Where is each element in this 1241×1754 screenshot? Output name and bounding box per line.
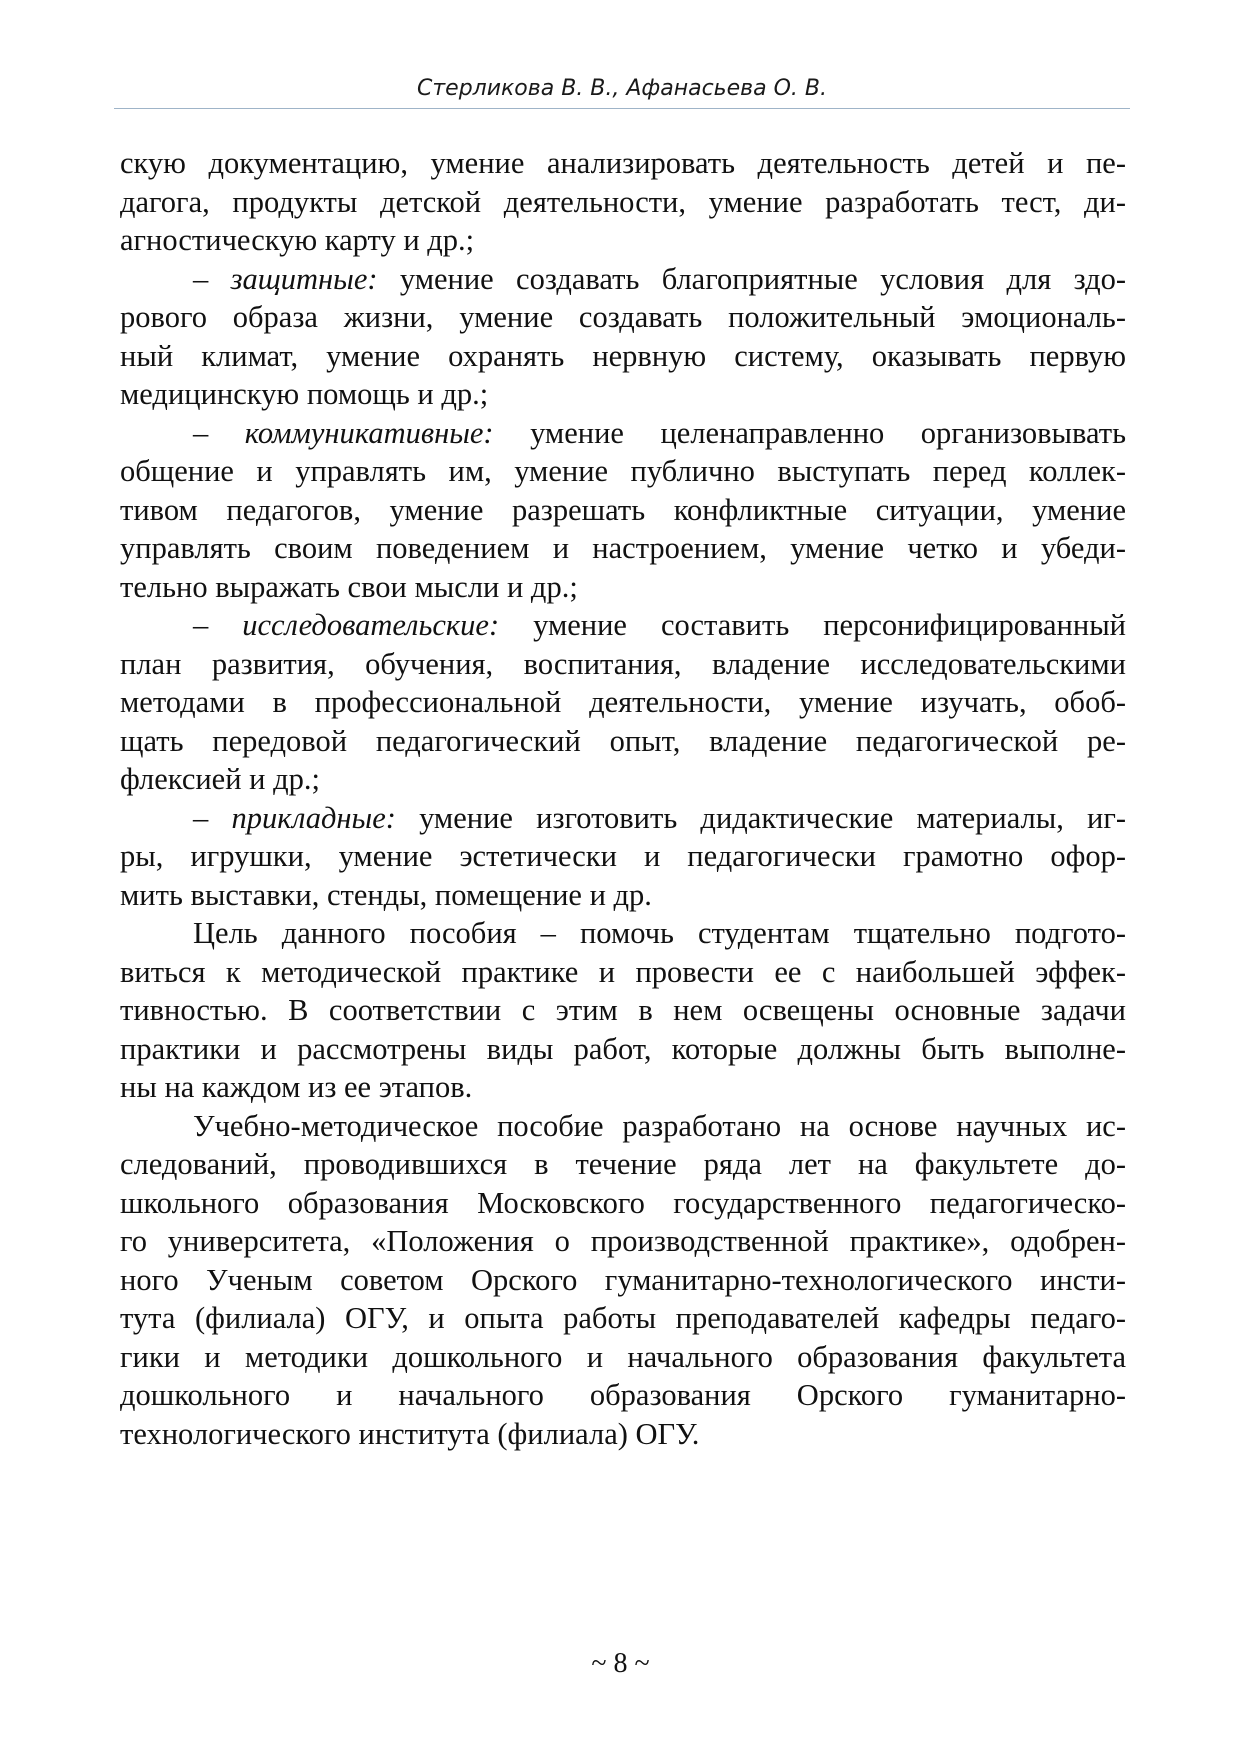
list-term: прикладные: bbox=[231, 800, 396, 835]
list-item-protective bbox=[120, 260, 1126, 299]
text-line: технологического института (филиала) ОГУ. bbox=[120, 1416, 700, 1451]
list-dash: – bbox=[193, 261, 231, 296]
list-term: защитные: bbox=[230, 261, 378, 296]
running-head: Стерликова В. В., Афанасьева О. В. bbox=[416, 76, 827, 101]
text-line: флексией и др.; bbox=[120, 762, 320, 796]
list-item-communicative bbox=[120, 414, 1126, 453]
text-line: общение и управлять им, умение публично выступать перед коллек- bbox=[120, 454, 1126, 488]
list-dash: – bbox=[193, 608, 243, 642]
text-line: медицинскую помощь и др.; bbox=[120, 377, 489, 411]
text-line: ного Ученым советом Орского гуманитарно-технологического инсти- bbox=[120, 1262, 1126, 1297]
list-item-applied bbox=[120, 799, 1126, 838]
text-line: управлять своим поведением и настроением, умение четко и убеди- bbox=[120, 531, 1126, 565]
paragraph-basis-start: Учебно-методическое пособие разработано на основе научных ис- bbox=[193, 1108, 1126, 1143]
text-line: школьного образования Московского государственного педагогическо- bbox=[120, 1185, 1126, 1220]
list-dash: – bbox=[193, 415, 245, 450]
text-line: мить выставки, стенды, помещение и др. bbox=[120, 877, 652, 912]
list-term: коммуникативные: bbox=[244, 415, 494, 450]
paragraph-goal-start: Цель данного пособия – помочь студентам тщательно подгото- bbox=[193, 916, 1126, 950]
text-line: тивом педагогов, умение разрешать конфликтные ситуации, умение bbox=[120, 492, 1126, 527]
text-line: тивностью. В соответствии с этим в нем освещены основные задачи bbox=[120, 993, 1126, 1027]
list-term: исследовательские: bbox=[242, 608, 500, 642]
text-line: практики и рассмотрены виды работ, которые должны быть выполне- bbox=[120, 1031, 1126, 1066]
text-line: дошкольного и начального образования Орского гуманитарно- bbox=[120, 1378, 1126, 1412]
text-line: тельно выражать свои мысли и др.; bbox=[120, 569, 578, 604]
main-text bbox=[120, 144, 1126, 1453]
text-line: тута (филиала) ОГУ, и опыта работы преподавателей кафедры педаго- bbox=[120, 1301, 1126, 1335]
list-item-research bbox=[120, 606, 1126, 645]
text-line: план развития, обучения, воспитания, владение исследовательскими bbox=[120, 646, 1126, 681]
text-line: ры, игрушки, умение эстетически и педагогически грамотно офор- bbox=[120, 839, 1126, 873]
text-line: следований, проводившихся в течение ряда лет на факультете до- bbox=[120, 1147, 1126, 1181]
header-divider bbox=[114, 108, 1130, 109]
text-line: скую документацию, умение анализировать деятельность детей и пе- bbox=[120, 146, 1126, 180]
list-text: умение создавать благоприятные условия для здо- bbox=[377, 261, 1126, 296]
text-line: дагога, продукты детской деятельности, умение разработать тест, ди- bbox=[120, 184, 1126, 219]
page-number: ~ 8 ~ bbox=[591, 1648, 650, 1679]
list-text: умение целенаправленно организовывать bbox=[493, 415, 1126, 450]
text-line: ны на каждом из ее этапов. bbox=[120, 1070, 473, 1104]
text-line: гики и методики дошкольного и начального образования факультета bbox=[120, 1339, 1126, 1374]
text-line: щать передовой педагогический опыт, владение педагогической ре- bbox=[120, 723, 1126, 758]
list-text: умение составить персонифицированный bbox=[499, 608, 1127, 642]
text-line: виться к методической практике и провести ее с наибольшей эффек- bbox=[120, 954, 1126, 989]
list-text: умение изготовить дидактические материалы, иг- bbox=[395, 800, 1127, 835]
list-dash: – bbox=[193, 800, 232, 835]
text-line: рового образа жизни, умение создавать положительный эмоциональ- bbox=[120, 300, 1126, 334]
text-line: агностическую карту и др.; bbox=[120, 223, 475, 257]
text-line: методами в профессиональной деятельности, умение изучать, обоб- bbox=[120, 685, 1126, 719]
text-line: ный климат, умение охранять нервную систему, оказывать первую bbox=[120, 338, 1126, 373]
text-line: го университета, «Положения о производственной практике», одобрен- bbox=[120, 1224, 1126, 1258]
